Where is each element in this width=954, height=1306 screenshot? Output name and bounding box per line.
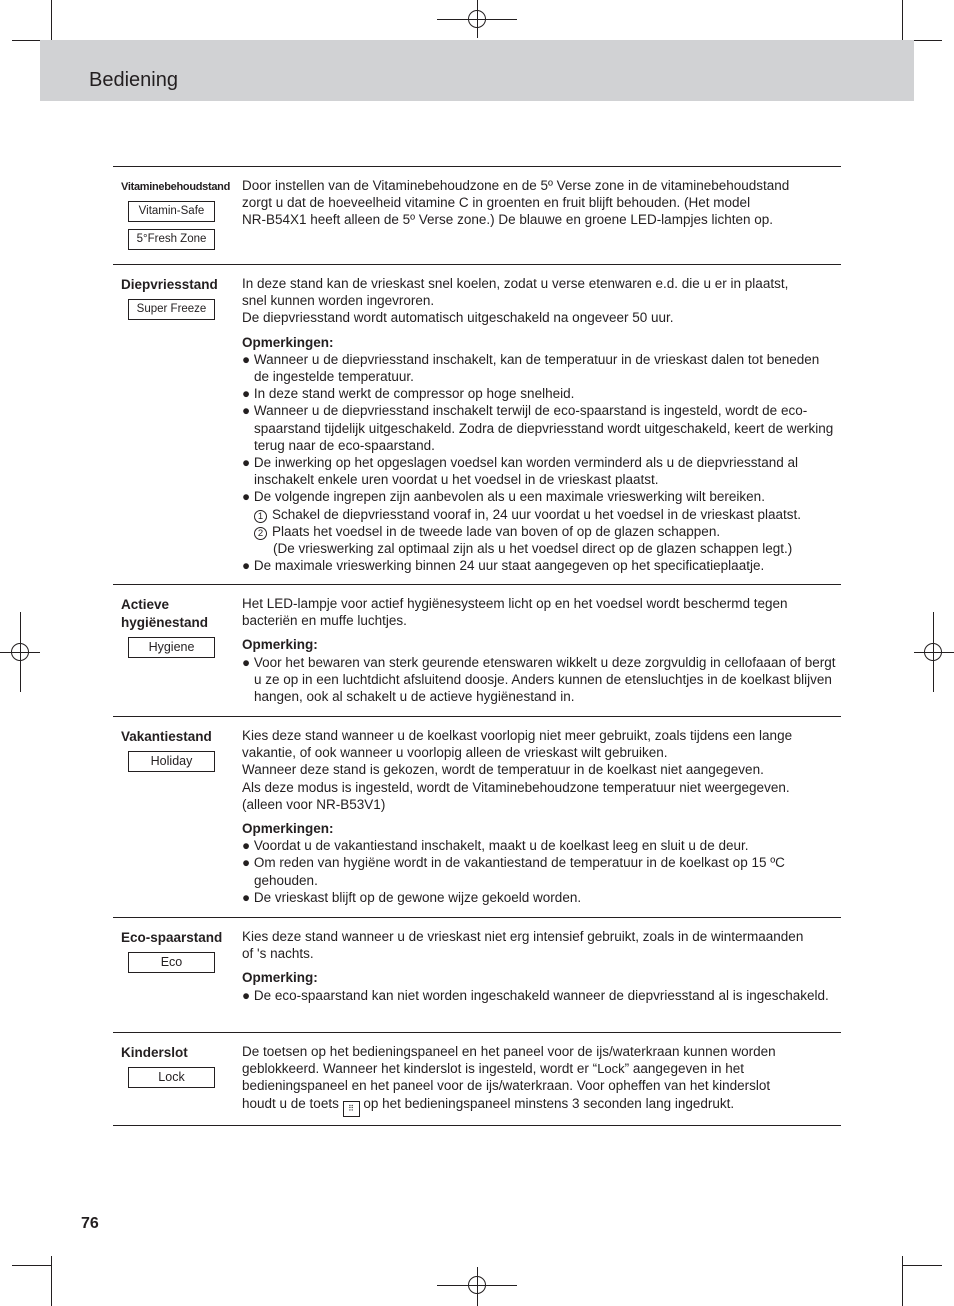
hygiene-button[interactable]: Hygiene	[128, 637, 215, 658]
table-row-vitamin-safe	[113, 166, 841, 264]
notes-heading: Opmerkingen:	[242, 821, 334, 837]
note-item: ● Voor het bewaren van sterk geurende etenswaren wikkelt u deze zorgvuldig in cellofaaan of bergt u ze op in een luchtdicht afsluitend doosje. Anders kunnen de etensluchtjes in de koelkast blijven hangen, ook al schakelt u de actieve hygiënestand in.	[242, 654, 836, 705]
section-header	[40, 40, 914, 101]
mode-name: Vitaminebehoudstand	[121, 181, 230, 193]
crop-mark-bottom-left-h	[12, 1265, 52, 1266]
lock-indicator-text: Lock	[597, 1061, 625, 1077]
eco-button[interactable]: Eco	[128, 952, 215, 973]
note-item: ● De volgende ingrepen zijn aanbevolen als u een maximale vrieswerking wilt bereiken.	[242, 489, 765, 505]
note-item: ● Voordat u de vakantiestand inschakelt, maakt u de koelkast leeg en sluit u de deur.	[242, 838, 749, 854]
note-item: ● De inwerking op het opgeslagen voedsel kan worden verminderd als u de diepvriesstand al inschakelt enkele uren voordat u het voedsel in de vrieskast plaatst.	[242, 455, 798, 488]
mode-description: De toetsen op het bedieningspaneel en het paneel voor de ijs/waterkraan kunnen worden geblokkeerd. Wanneer het kinderslot is ingesteld, wordt er “Lock” aangegeven in het bedieningspaneel en het paneel voor de ijs/waterkraan. Voor opheffen van het kinderslot houdt u de toets ⠿ op het bedieningspaneel minstens 3 seconden lang ingedrukt.	[242, 1043, 837, 1117]
note-item: ● Wanneer u de diepvriesstand inschakelt, kan de temperatuur in de vrieskast dalen tot beneden de ingestelde temperatuur.	[242, 351, 820, 385]
vitamin-safe-button[interactable]: Vitamin-Safe	[128, 201, 215, 222]
notes-heading: Opmerking:	[242, 970, 318, 986]
mode-description: Het LED-lampje voor actief hygiënesysteem licht op en het voedsel wordt beschermd tegen bacteriën en muffe luchtjes. Opmerking: ● Voor het bewaren van sterk geurende etenswaren wikkelt u deze zorgvuldig in cellofaaan of bergt u ze op in een luchtdicht afsluitend doosje. Anders kunnen de etensluchtjes in de koelkast blijven hangen, ook al schakelt u de actieve hygiënestand in.	[242, 596, 836, 705]
table-row-super-freeze	[113, 264, 841, 584]
crop-mark-bottom-right-v	[902, 1256, 903, 1306]
super-freeze-button[interactable]: Super Freeze	[128, 299, 215, 320]
mode-name: Eco-spaarstand	[121, 930, 223, 945]
step-number-icon: 1	[254, 510, 267, 523]
step-number-icon: 2	[254, 527, 267, 540]
table-row-holiday	[113, 716, 841, 917]
fresh-zone-button[interactable]: 5°Fresh Zone	[128, 229, 215, 250]
table-row-lock	[113, 1032, 841, 1126]
modes-table	[113, 166, 841, 1126]
page-title: Bediening	[89, 69, 178, 91]
note-item: ● Wanneer u de diepvriesstand inschakelt terwijl de eco-spaarstand is ingesteld, wordt de eco-spaarstand tijdelijk uitgeschakeld. Zodra de diepvriesstand wordt uitgeschakeld, keert de werking terug naar de eco-spaarstand.	[242, 403, 834, 453]
mode-description: In deze stand kan de vrieskast snel koelen, zodat u verse etenwaren e.d. die u er in plaatst, snel kunnen worden ingevroren. De diepvriesstand wordt automatisch uitgeschakeld na ongeveer 50 uur. Opmerkingen: ● Wanneer u de diepvriesstand inschakelt, kan de temperatuur in de vrieskast dalen tot beneden de ingestelde temperatuur. ● In deze stand werkt de compressor op hoge snelheid. ● Wanneer u de diepvriesstand inschakelt terwijl de eco-spaarstand is ingesteld, wordt de eco-spaarstand tijdelijk uitgeschakeld. Zodra de diepvriesstand wordt uitgeschakeld, keert de werking terug naar de eco-spaarstand. ● De inwerking op het opgeslagen voedsel kan worden verminderd als u de diepvriesstand al inschakelt enkele uren voordat u het voedsel in de vrieskast plaatst. ● De volgende ingrepen zijn aanbevolen als u een maximale vrieswerking wilt bereiken. 1 Schakel de diepvriesstand vooraf in, 24 uur voordat u het voedsel in de vrieskast plaatst. 2 Plaats het voedsel in de tweede lade van boven of op de glazen schappen. (De vrieswerking zal optimaal zijn als u het voedsel direct op de glazen schappen legt.) ● De maximale vrieswerking binnen 24 uur staat aangegeven op het specificatieplaatje.	[242, 275, 837, 574]
note-item: ● De maximale vrieswerking binnen 24 uur staat aangegeven op het specificatieplaatje.	[242, 558, 765, 574]
note-item: ● De eco-spaarstand kan niet worden ingeschakeld wanneer de diepvriesstand al is ingeschakeld.	[242, 987, 829, 1003]
crop-mark-bottom-right-h	[902, 1265, 942, 1266]
step-item: 1 Schakel de diepvriesstand vooraf in, 24 uur voordat u het voedsel in de vrieskast plaatst.	[242, 506, 837, 523]
table-row-eco	[113, 917, 841, 1032]
holiday-button[interactable]: Holiday	[128, 751, 215, 772]
lock-button[interactable]: Lock	[128, 1067, 215, 1088]
step-note: (De vrieswerking zal optimaal zijn als u het voedsel direct op de glazen schappen legt.)	[273, 541, 793, 557]
mode-name: Diepvriesstand	[121, 277, 218, 292]
mode-description: Kies deze stand wanneer u de koelkast voorlopig niet meer gebruikt, zoals tijdens een lange vakantie, of ook wanneer u voorlopig alleen de vrieskast wilt gebruiken. Wanneer deze stand is gekozen, wordt de temperatuur in de koelkast niet aangegeven. Als deze modus is ingesteld, wordt de Vitaminebehoudzone temperatuur niet weergegeven. (alleen voor NR-B53V1) Opmerkingen: ● Voordat u de vakantiestand inschakelt, maakt u de koelkast leeg en sluit u de deur. ● Om reden van hygiëne wordt in de vakantiestand de temperatuur in de koelkast op 15 ºC gehouden. ● De vrieskast blijft op de gewone wijze gekoeld worden.	[242, 727, 837, 906]
note-item: ● Om reden van hygiëne wordt in de vakantiestand de temperatuur in de koelkast op 15 ºC gehouden.	[242, 855, 785, 888]
lock-key-icon: ⠿	[343, 1101, 360, 1117]
mode-name: Actieve hygiënestand	[121, 597, 209, 630]
mode-name: Vakantiestand	[121, 729, 212, 744]
step-item: 2 Plaats het voedsel in de tweede lade van boven of op de glazen schappen.	[242, 523, 837, 540]
page-number: 76	[81, 1215, 99, 1232]
note-item: ● De vrieskast blijft op de gewone wijze gekoeld worden.	[242, 889, 582, 905]
notes-heading: Opmerking:	[242, 637, 318, 653]
note-item: ● In deze stand werkt de compressor op hoge snelheid.	[242, 386, 575, 402]
table-row-hygiene	[113, 584, 841, 716]
crop-mark-bottom-left-v	[51, 1256, 52, 1306]
mode-name: Kinderslot	[121, 1045, 188, 1060]
notes-heading: Opmerkingen:	[242, 334, 334, 350]
mode-description: Kies deze stand wanneer u de vrieskast niet erg intensief gebruikt, zoals in de wintermaanden of 's nachts. Opmerking: ● De eco-spaarstand kan niet worden ingeschakeld wanneer de diepvriesstand al is ingeschakeld.	[242, 928, 837, 1004]
mode-description: Door instellen van de Vitaminebehoudzone en de 5º Verse zone in de vitaminebehoudstand zorgt u dat de hoeveelheid vitamine C in groenten en fruit blijft behouden. (Het model NR-B54X1 heeft alleen de 5º Verse zone.) De blauwe en groene LED-lampjes lichten op.	[242, 178, 790, 228]
